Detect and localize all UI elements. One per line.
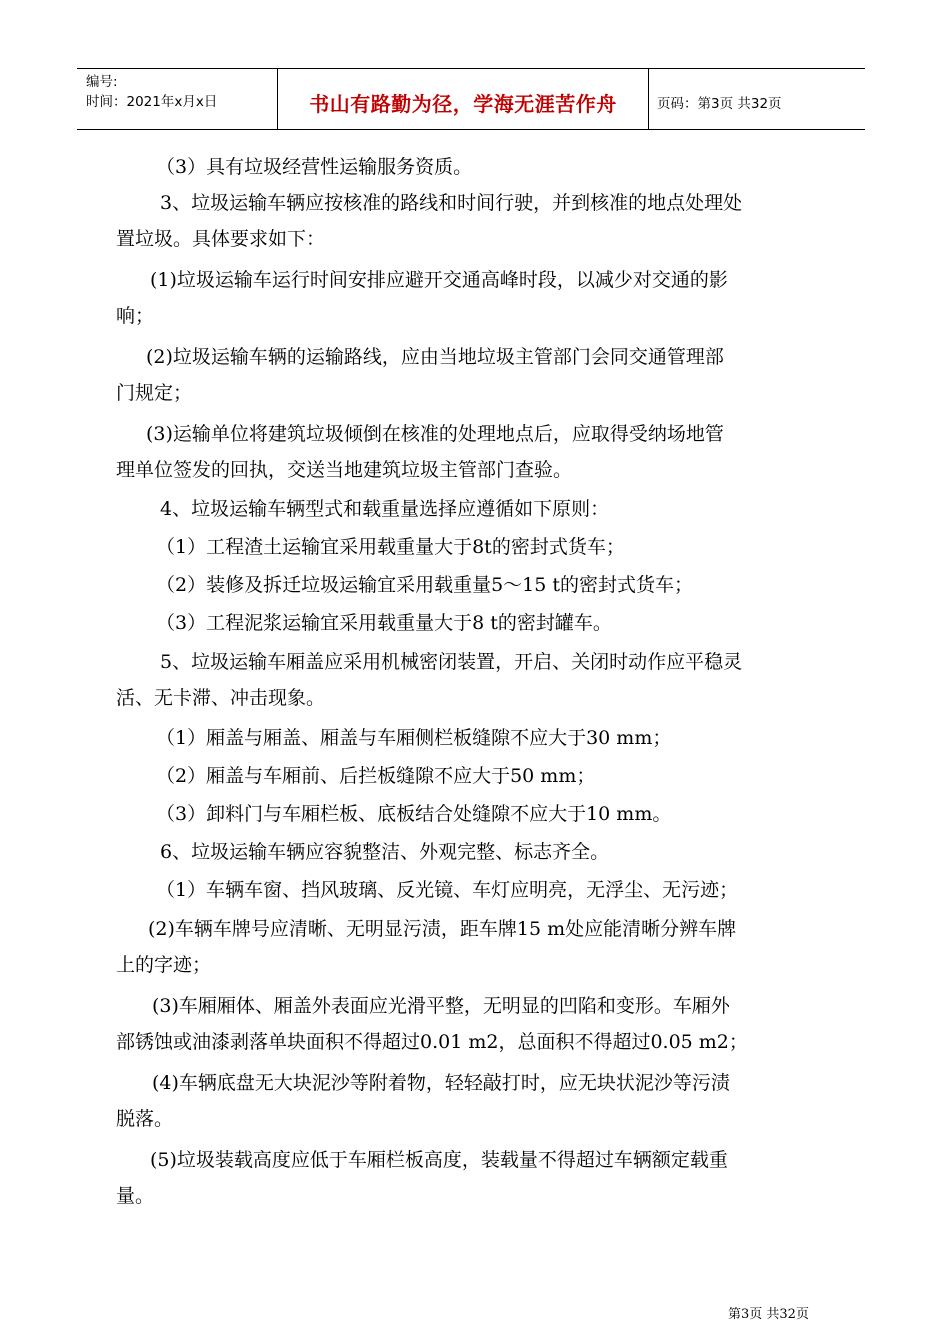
body-line: (3)车厢厢体、厢盖外表面应光滑平整，无明显的凹陷和变形。车厢外 [152, 995, 730, 1017]
body-line: 上的字迹； [116, 954, 212, 976]
body-line: (2)车辆车牌号应清晰、无明显污渍，距车牌15 m处应能清晰分辨车牌 [148, 918, 737, 940]
body-line: 脱落。 [116, 1108, 174, 1130]
body-line: （2）装修及拆迁垃圾运输宜采用载重量5～15 t的密封式货车； [156, 574, 694, 596]
body-line: （3）工程泥浆运输宜采用载重量大于8 t的密封罐车。 [156, 612, 612, 634]
header-meta [77, 69, 278, 129]
motto-text: 书山有路勤为径，学海无涯苦作舟 [309, 91, 617, 116]
body-line: 置垃圾。具体要求如下： [116, 228, 326, 250]
body-line: （2）厢盖与车厢前、后拦板缝隙不应大于50 mm； [156, 765, 596, 787]
body-line: 部锈蚀或油漆剥落单块面积不得超过0.01 m2，总面积不得超过0.05 m2； [116, 1031, 748, 1053]
body-line: (1)垃圾运输车运行时间安排应避开交通高峰时段，以减少对交通的影 [150, 269, 728, 291]
body-line: （3）卸料门与车厢栏板、底板结合处缝隙不应大于10 mm。 [156, 803, 672, 825]
body-line: （3）具有垃圾经营性运输服务资质。 [156, 156, 473, 178]
body-line: 量。 [116, 1185, 155, 1207]
body-line: (5)垃圾装载高度应低于车厢栏板高度，装载量不得超过车辆额定载重 [150, 1149, 728, 1171]
body-line: (3)运输单位将建筑垃圾倾倒在核准的处理地点后，应取得受纳场地管 [146, 423, 724, 445]
page-header [77, 68, 865, 130]
body-line: (4)车辆底盘无大块泥沙等附着物，轻轻敲打时，应无块状泥沙等污渍 [152, 1072, 730, 1094]
body-line: 理单位签发的回执，交送当地建筑垃圾主管部门查验。 [116, 459, 573, 481]
body-line: （1）车辆车窗、挡风玻璃、反光镜、车灯应明亮，无浮尘、无污迹； [156, 879, 739, 901]
code-label: 编号: [86, 74, 118, 90]
body-line: 4、垃圾运输车辆型式和载重量选择应遵循如下原则： [160, 498, 610, 520]
header-page-label: 页码：第3页 共32页 [657, 96, 782, 112]
body-line: (2)垃圾运输车辆的运输路线，应由当地垃圾主管部门会同交通管理部 [146, 346, 724, 368]
header-page-cell [649, 69, 865, 129]
body-line: 6、垃圾运输车辆应容貌整洁、外观完整、标志齐全。 [160, 841, 610, 863]
body-line: 3、垃圾运输车辆应按核准的路线和时间行驶，并到核准的地点处理处 [160, 192, 743, 214]
body-line: （1）工程渣土运输宜采用载重量大于8t的密封式货车； [156, 536, 625, 558]
page-footer: 第3页 共32页 [728, 1307, 809, 1322]
body-line: （1）厢盖与厢盖、厢盖与车厢侧栏板缝隙不应大于30 mm； [156, 727, 672, 749]
body-line: 5、垃圾运输车厢盖应采用机械密闭装置，开启、关闭时动作应平稳灵 [160, 651, 743, 673]
body-line: 门规定； [116, 382, 193, 404]
header-motto-cell [278, 69, 649, 129]
body-line: 活、无卡滞、冲击现象。 [116, 687, 326, 709]
body-line: 响； [116, 305, 155, 327]
time-label: 时间：2021年x月x日 [86, 94, 218, 110]
